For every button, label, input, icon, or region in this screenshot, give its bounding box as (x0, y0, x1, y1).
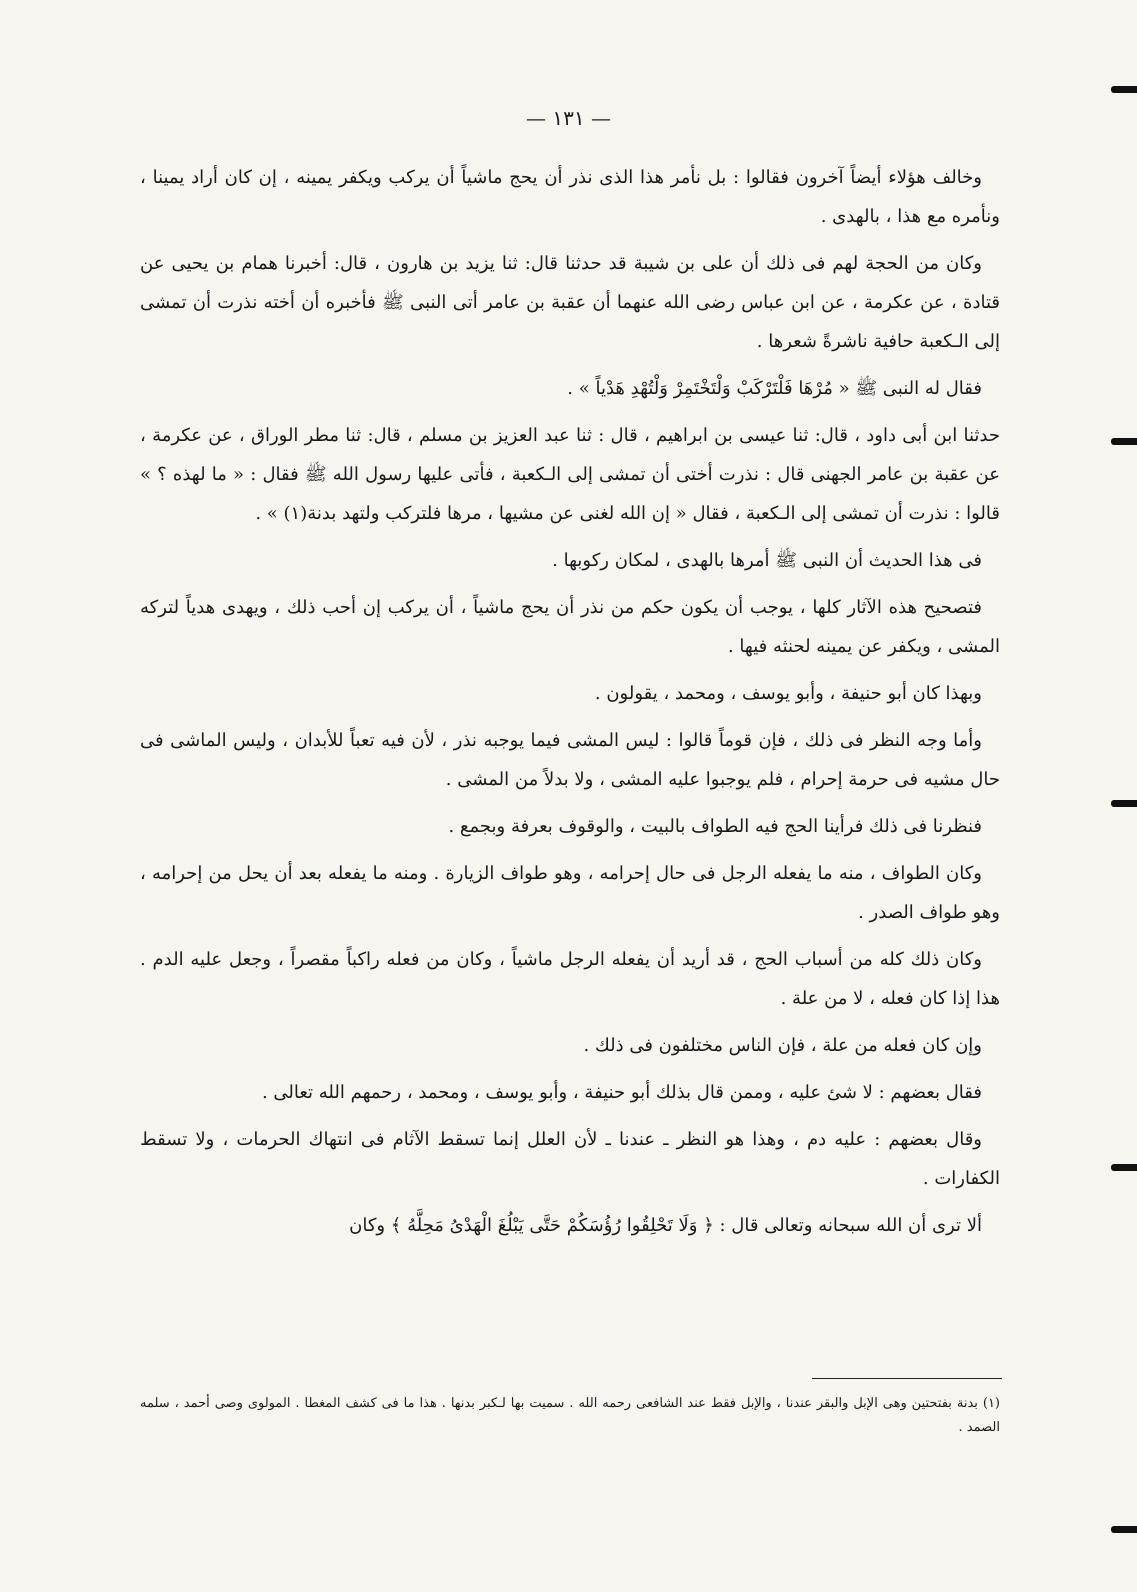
paragraph-13: فقال بعضهم : لا شئ عليه ، وممن قال بذلك أبو حنيفة ، وأبو يوسف ، ومحمد ، رحمهم الله تعالى . (261, 1082, 982, 1103)
paragraph-14: وقال بعضهم : عليه دم ، وهذا هو النظر ـ عندنا ـ لأن العلل إنما تسقط الآثام فى انتهاك الحرمات ، ولا تسقط الكفارات . (140, 1129, 1000, 1189)
paragraph-3: فقال له النبى ﷺ « مُرْهَا فَلْتَرْكَبْ وَلْتَخْتَمِرْ وَلْتُهْدِ هَدْياً » . (567, 378, 982, 399)
page-number: — ١٣١ — (526, 106, 611, 130)
paragraph-11: وكان ذلك كله من أسباب الحج ، قد أريد أن يفعله الرجل ماشياً ، وكان من فعله راكباً مقصراً ، وجعل عليه الدم . هذا إذا كان فعله ، لا من علة . (140, 949, 1000, 1009)
main-text (140, 158, 1000, 1253)
paragraph-8: وأما وجه النظر فى ذلك ، فإن قوماً قالوا : ليس المشى فيما يوجبه نذر ، لأن فيه تعباً للأبدان ، وليس الماشى فى حال مشيه فى حرمة إحرام ، فلم يوجبوا عليه المشى ، ولا بدلاً من المشى . (140, 730, 1000, 790)
paragraph-6: فتصحيح هذه الآثار كلها ، يوجب أن يكون حكم من نذر أن يحج ماشياً ، أن يركب إن أحب ذلك ، ويهدى هدياً لتركه المشى ، ويكفر عن يمينه لحنثه فيها . (140, 597, 1000, 657)
edge-mark (1111, 1526, 1137, 1533)
paragraph-5: فى هذا الحديث أن النبى ﷺ أمرها بالهدى ، لمكان ركوبها . (552, 550, 982, 571)
paragraph-2: وكان من الحجة لهم فى ذلك أن على بن شيبة قد حدثنا قال: ثنا يزيد بن هارون ، قال: أخبرنا همام بن يحيى عن قتادة ، عن عكرمة ، عن ابن عباس رضى الله عنهما أن عقبة بن عامر أتى النبى ﷺ فأخبره أن أخته نذرت أن تمشى إلى الـكعبة حافية ناشرةً شعرها . (140, 253, 1000, 352)
edge-mark (1111, 86, 1137, 93)
footnote: (١) بدنة بفتحتين وهى الإبل والبقر عندنا ، والإبل فقط عند الشافعى رحمه الله . سميت بها لـكبر بدنها . هذا ما فى كشف المغطا . المولوى وصى أحمد ، سلمه الصمد . (140, 1396, 1000, 1435)
paragraph-10: وكان الطواف ، منه ما يفعله الرجل فى حال إحرامه ، وهو طواف الزيارة . ومنه ما يفعله بعد أن يحل من إحرامه ، وهو طواف الصدر . (140, 863, 1000, 923)
edge-mark (1111, 438, 1137, 445)
edge-mark (1111, 800, 1137, 807)
footnote-divider (812, 1378, 1002, 1379)
paragraph-1: وخالف هؤلاء أيضاً آخرون فقالوا : بل نأمر هذا الذى نذر أن يحج ماشياً أن يركب ويكفر يمينه ، إن كان أراد يمينا ، ونأمره مع هذا ، بالهدى . (140, 167, 1000, 227)
paragraph-12: وإن كان فعله من علة ، فإن الناس مختلفون فى ذلك . (583, 1035, 982, 1056)
paragraph-9: فنظرنا فى ذلك فرأينا الحج فيه الطواف بالبيت ، والوقوف بعرفة وبجمع . (448, 816, 982, 837)
paragraph-4: حدثنا ابن أبى داود ، قال: ثنا عيسى بن ابراهيم ، قال : ثنا عبد العزيز بن مسلم ، قال: ثنا مطر الوراق ، عن عكرمة ، عن عقبة بن عامر الجهنى قال : نذرت أختى أن تمشى إلى الـكعبة ، فأتى عليها رسول الله ﷺ فقال : « ما لهذه ؟ » قالوا : نذرت أن تمشى إلى الـكعبة ، فقال « إن الله لغنى عن مشيها ، مرها فلتركب ولتهد بدنة(١) » . (140, 425, 1001, 524)
paragraph-15: ألا ترى أن الله سبحانه وتعالى قال : ﴿ وَلَا تَحْلِقُوا رُؤُسَكُمْ حَتَّى يَبْلُغَ الْهَدْىُ مَحِلَّهُ ﴾ وكان (349, 1215, 982, 1236)
edge-mark (1111, 1164, 1137, 1171)
paragraph-7: وبهذا كان أبو حنيفة ، وأبو يوسف ، ومحمد ، يقولون . (594, 683, 982, 704)
